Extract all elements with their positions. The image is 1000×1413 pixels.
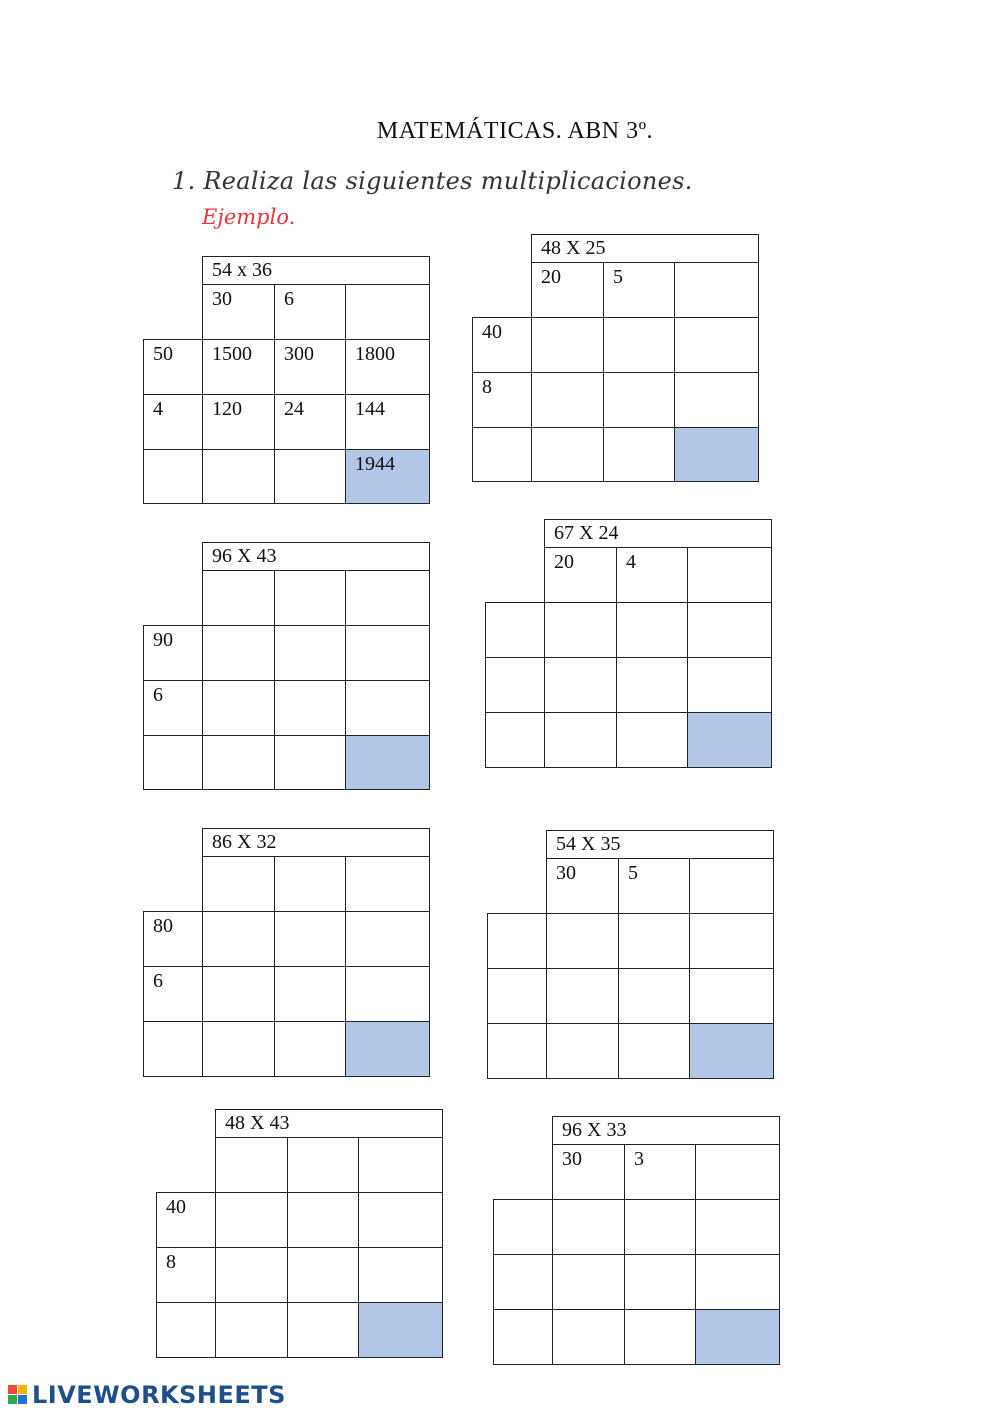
grid-header: 96 X 33 [552,1116,780,1145]
column-factor-cell[interactable] [274,856,346,912]
answer-cell[interactable] [546,968,619,1024]
column-factor-cell[interactable]: 3 [624,1144,696,1200]
row-factor-cell[interactable] [485,657,545,713]
answer-cell[interactable] [603,317,675,373]
column-factor-cell[interactable] [358,1137,443,1193]
answer-cell[interactable] [202,449,275,504]
answer-cell[interactable] [202,966,275,1022]
answer-cell[interactable] [531,372,604,428]
column-factor-cell[interactable] [345,284,430,340]
answer-cell[interactable]: 1500 [202,339,275,395]
answer-cell[interactable] [546,913,619,969]
row-factor-cell[interactable] [143,1021,203,1077]
total-result-cell[interactable] [674,427,759,482]
row-factor-cell[interactable] [487,913,547,969]
row-factor-cell[interactable] [156,1302,216,1358]
answer-cell[interactable] [274,966,346,1022]
answer-cell[interactable]: 120 [202,394,275,450]
answer-cell[interactable] [544,602,617,658]
answer-cell[interactable] [345,625,430,681]
answer-cell[interactable] [345,680,430,736]
column-factor-cell[interactable] [345,856,430,912]
answer-cell[interactable] [215,1302,288,1358]
instruction-text: 1. Realiza las siguientes multiplicaciones. [172,167,693,195]
liveworksheets-logo [8,1380,286,1410]
page-title: MATEMÁTICAS. ABN 3º. [376,118,654,144]
answer-cell[interactable] [616,657,688,713]
row-factor-cell[interactable]: 40 [156,1192,216,1248]
grid-header: 67 X 24 [544,519,772,548]
answer-cell[interactable] [274,625,346,681]
answer-cell[interactable] [202,625,275,681]
answer-cell[interactable] [689,968,774,1024]
column-factor-cell[interactable]: 30 [202,284,275,340]
total-result-cell[interactable] [345,1021,430,1077]
answer-cell[interactable] [689,913,774,969]
answer-cell[interactable] [345,966,430,1022]
row-factor-cell[interactable] [493,1199,553,1255]
total-result-cell[interactable] [695,1309,780,1365]
answer-cell[interactable] [202,680,275,736]
column-factor-cell[interactable]: 20 [531,262,604,318]
column-factor-cell[interactable] [215,1137,288,1193]
answer-cell[interactable] [531,427,604,482]
answer-cell[interactable] [287,1192,359,1248]
answer-cell[interactable] [618,968,690,1024]
total-result-cell[interactable] [689,1023,774,1079]
total-result-cell[interactable] [687,712,772,768]
column-factor-cell[interactable] [274,570,346,626]
answer-cell[interactable] [531,317,604,373]
column-factor-cell[interactable]: 30 [546,858,619,914]
column-factor-cell[interactable] [687,547,772,603]
answer-cell[interactable] [345,911,430,967]
example-label: Ejemplo. [202,205,296,229]
row-factor-cell[interactable] [472,427,532,482]
answer-cell[interactable] [544,657,617,713]
total-result-cell[interactable] [358,1302,443,1358]
grid-header: 86 X 32 [202,828,430,857]
answer-cell[interactable] [274,735,346,790]
total-result-cell[interactable]: 1944 [345,449,430,504]
column-factor-cell[interactable] [202,856,275,912]
answer-cell[interactable] [603,372,675,428]
answer-cell[interactable] [674,372,759,428]
answer-cell[interactable] [624,1254,696,1310]
answer-cell[interactable] [687,602,772,658]
answer-cell[interactable] [544,712,617,768]
answer-cell[interactable] [202,911,275,967]
answer-cell[interactable] [274,1021,346,1077]
row-factor-cell[interactable]: 8 [156,1247,216,1303]
column-factor-cell[interactable]: 5 [618,858,690,914]
row-factor-cell[interactable] [487,968,547,1024]
answer-cell[interactable]: 24 [274,394,346,450]
column-factor-cell[interactable] [287,1137,359,1193]
row-factor-cell[interactable] [493,1254,553,1310]
answer-cell[interactable] [624,1309,696,1365]
column-factor-cell[interactable] [689,858,774,914]
answer-cell[interactable] [618,913,690,969]
grid-header: 48 X 43 [215,1109,443,1138]
answer-cell[interactable] [616,712,688,768]
answer-cell[interactable] [624,1199,696,1255]
answer-cell[interactable] [202,1021,275,1077]
answer-cell[interactable] [202,735,275,790]
logo-text: LIVEWORKSHEETS [32,1381,286,1409]
row-factor-cell[interactable]: 4 [143,394,203,450]
answer-cell[interactable] [552,1199,625,1255]
answer-cell[interactable] [274,911,346,967]
row-factor-cell[interactable]: 90 [143,625,203,681]
column-factor-cell[interactable] [674,262,759,318]
answer-cell[interactable] [552,1309,625,1365]
column-factor-cell[interactable]: 20 [544,547,617,603]
column-factor-cell[interactable] [695,1144,780,1200]
answer-cell[interactable] [546,1023,619,1079]
answer-cell[interactable] [215,1247,288,1303]
answer-cell[interactable] [603,427,675,482]
answer-cell[interactable] [287,1302,359,1358]
row-factor-cell[interactable] [143,449,203,504]
answer-cell[interactable] [695,1254,780,1310]
answer-cell[interactable]: 1800 [345,339,430,395]
answer-cell[interactable] [695,1199,780,1255]
row-factor-cell[interactable]: 8 [472,372,532,428]
answer-cell[interactable] [287,1247,359,1303]
row-factor-cell[interactable] [485,602,545,658]
grid-header: 54 x 36 [202,256,430,285]
grid-header: 96 X 43 [202,542,430,571]
answer-cell[interactable] [616,602,688,658]
answer-cell[interactable] [687,657,772,713]
row-factor-cell[interactable]: 40 [472,317,532,373]
answer-cell[interactable] [618,1023,690,1079]
row-factor-cell[interactable]: 50 [143,339,203,395]
row-factor-cell[interactable]: 6 [143,680,203,736]
answer-cell[interactable]: 300 [274,339,346,395]
answer-cell[interactable] [274,680,346,736]
answer-cell[interactable] [215,1192,288,1248]
grid-header: 48 X 25 [531,234,759,263]
column-factor-cell[interactable]: 5 [603,262,675,318]
column-factor-cell[interactable] [202,570,275,626]
column-factor-cell[interactable] [345,570,430,626]
answer-cell[interactable] [358,1247,443,1303]
answer-cell[interactable] [674,317,759,373]
total-result-cell[interactable] [345,735,430,790]
row-factor-cell[interactable]: 6 [143,966,203,1022]
row-factor-cell[interactable] [143,735,203,790]
answer-cell[interactable] [358,1192,443,1248]
row-factor-cell[interactable] [487,1023,547,1079]
column-factor-cell[interactable]: 6 [274,284,346,340]
column-factor-cell[interactable]: 4 [616,547,688,603]
answer-cell[interactable] [274,449,346,504]
column-factor-cell[interactable]: 30 [552,1144,625,1200]
liveworksheets-logo-icon [8,1385,28,1405]
row-factor-cell[interactable] [493,1309,553,1365]
row-factor-cell[interactable] [485,712,545,768]
grid-header: 54 X 35 [546,830,774,859]
row-factor-cell[interactable]: 80 [143,911,203,967]
answer-cell[interactable]: 144 [345,394,430,450]
answer-cell[interactable] [552,1254,625,1310]
